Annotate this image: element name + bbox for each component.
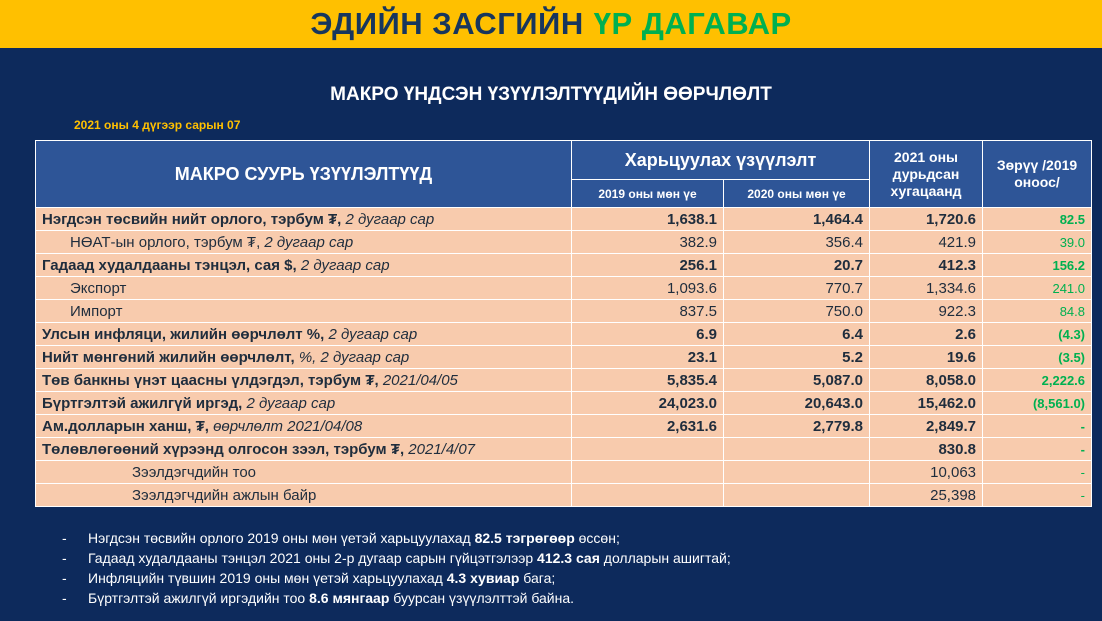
note-item: [62, 568, 731, 588]
value-2020: [724, 484, 870, 507]
value-2020: [724, 438, 870, 461]
value-change: -: [983, 484, 1092, 507]
row-label-cell: [36, 208, 572, 231]
value-change: 241.0: [983, 277, 1092, 300]
value-2021: 19.6: [870, 346, 983, 369]
row-note: 2 дугаар сар: [328, 325, 418, 343]
table-row: [36, 323, 1092, 346]
macro-indicators-table: [35, 140, 1092, 507]
row-label: Гадаад худалдааны тэнцэл, сая $,: [42, 256, 297, 274]
row-note: өөрчлөлт 2021/04/08: [213, 417, 363, 435]
row-label-cell: [36, 484, 572, 507]
table-row: [36, 461, 1092, 484]
value-2019: 5,835.4: [572, 369, 724, 392]
row-note: 2 дугаар сар: [264, 233, 354, 251]
value-2019: 256.1: [572, 254, 724, 277]
note-dash: -: [62, 570, 67, 586]
row-label-cell: [36, 392, 572, 415]
row-label: Төлөвлөгөөний хүрээнд олгосон зээл, тэрбум ₮,: [42, 440, 405, 458]
note-text: Гадаад худалдааны тэнцэл 2021 оны 2-р дугаар сарын гүйцэтгэлээр: [88, 550, 538, 566]
value-2019: 23.1: [572, 346, 724, 369]
header-2020: 2020 оны мөн үе: [724, 180, 870, 208]
value-2020: 6.4: [724, 323, 870, 346]
header-comparison: Харьцуулах үзүүлэлт: [572, 141, 870, 180]
header-indicators: МАКРО СУУРЬ ҮЗҮҮЛЭЛТҮҮД: [36, 141, 572, 208]
value-2021: 412.3: [870, 254, 983, 277]
header-2019: 2019 оны мөн үе: [572, 180, 724, 208]
report-date: 2021 оны 4 дүгээр сарын 07: [74, 118, 241, 132]
note-text-end: долларын ашигтай;: [599, 550, 731, 566]
banner-title-part1: ЭДИЙН ЗАСГИЙН: [310, 6, 584, 41]
note-highlight: 82.5 тэгрөгөөр: [474, 530, 575, 546]
note-highlight: 4.3 хувиар: [446, 570, 520, 586]
note-text: Инфляцийн түвшин 2019 оны мөн үетэй харьцуулахад: [88, 570, 447, 586]
note-text-end: өссөн;: [574, 530, 620, 546]
value-2020: 770.7: [724, 277, 870, 300]
value-2019: 1,638.1: [572, 208, 724, 231]
note-item: [62, 588, 731, 608]
row-label: Экспорт: [70, 279, 127, 297]
row-note: 2021/4/07: [408, 440, 476, 458]
row-label-cell: [36, 254, 572, 277]
row-label-cell: [36, 346, 572, 369]
row-label-cell: [36, 323, 572, 346]
value-2020: 5.2: [724, 346, 870, 369]
table-row: [36, 369, 1092, 392]
value-2019: 837.5: [572, 300, 724, 323]
value-2019: 1,093.6: [572, 277, 724, 300]
note-text: Нэгдсэн төсвийн орлого 2019 оны мөн үетэй харьцуулахад: [88, 530, 475, 546]
table-row: [36, 277, 1092, 300]
note-dash: -: [62, 550, 67, 566]
value-2021: 2.6: [870, 323, 983, 346]
value-2019: 6.9: [572, 323, 724, 346]
header-change: Зөрүү /2019 оноос/: [983, 141, 1092, 208]
row-label: Нэгдсэн төсвийн нийт орлого, тэрбум ₮,: [42, 210, 342, 228]
value-change: 84.8: [983, 300, 1092, 323]
banner-title-part2: ҮР ДАГАВАР: [593, 6, 792, 41]
table-row: [36, 254, 1092, 277]
table-row: [36, 484, 1092, 507]
value-change: -: [983, 415, 1092, 438]
value-2021: 10,063: [870, 461, 983, 484]
value-2021: 830.8: [870, 438, 983, 461]
summary-notes: [62, 528, 731, 608]
row-label: Улсын инфляци, жилийн өөрчлөлт %,: [42, 325, 325, 343]
row-note: 2021/04/05: [382, 371, 458, 389]
value-2020: 20.7: [724, 254, 870, 277]
row-note: %, 2 дугаар сар: [298, 348, 410, 366]
row-label: Зээлдэгчдийн тоо: [132, 463, 256, 481]
row-label-cell: [36, 438, 572, 461]
row-label-cell: [36, 415, 572, 438]
value-2021: 922.3: [870, 300, 983, 323]
value-change: 39.0: [983, 231, 1092, 254]
note-item: [62, 528, 731, 548]
value-change: -: [983, 461, 1092, 484]
note-dash: -: [62, 590, 67, 606]
value-2020: 356.4: [724, 231, 870, 254]
value-change: 156.2: [983, 254, 1092, 277]
row-note: 2 дугаар сар: [300, 256, 390, 274]
table-row: [36, 231, 1092, 254]
value-2019: [572, 484, 724, 507]
row-label-cell: [36, 369, 572, 392]
table-row: [36, 300, 1092, 323]
note-highlight: 412.3 сая: [537, 550, 600, 566]
value-change: (4.3): [983, 323, 1092, 346]
page-subtitle: МАКРО ҮНДСЭН ҮЗҮҮЛЭЛТҮҮДИЙН ӨӨРЧЛӨЛТ: [330, 84, 772, 105]
value-2020: 1,464.4: [724, 208, 870, 231]
value-change: 2,222.6: [983, 369, 1092, 392]
table-row: [36, 415, 1092, 438]
row-label-cell: [36, 277, 572, 300]
note-highlight: 8.6 мянгаар: [309, 590, 390, 606]
note-text: Бүртгэлтэй ажилгүй иргэдийн тоо: [88, 590, 310, 606]
row-label-cell: [36, 461, 572, 484]
row-label-cell: [36, 300, 572, 323]
note-text-end: бага;: [519, 570, 556, 586]
value-change: -: [983, 438, 1092, 461]
value-2019: 382.9: [572, 231, 724, 254]
row-label: Бүртгэлтэй ажилгүй иргэд,: [42, 394, 243, 412]
value-2019: [572, 438, 724, 461]
header-2021: 2021 оны дурьдсан хугацаанд: [870, 141, 983, 208]
row-note: 2 дугаар сар: [246, 394, 336, 412]
value-2019: 24,023.0: [572, 392, 724, 415]
title-banner: [0, 0, 1102, 48]
value-2020: [724, 461, 870, 484]
table-row: [36, 208, 1092, 231]
note-item: [62, 548, 731, 568]
value-2021: 1,334.6: [870, 277, 983, 300]
row-note: 2 дугаар сар: [345, 210, 435, 228]
value-change: (3.5): [983, 346, 1092, 369]
row-label: Зээлдэгчдийн ажлын байр: [132, 486, 317, 504]
value-2021: 1,720.6: [870, 208, 983, 231]
value-2021: 2,849.7: [870, 415, 983, 438]
value-2021: 421.9: [870, 231, 983, 254]
value-2021: 15,462.0: [870, 392, 983, 415]
value-2021: 25,398: [870, 484, 983, 507]
value-2020: 5,087.0: [724, 369, 870, 392]
note-dash: -: [62, 530, 67, 546]
row-label: Ам.долларын ханш, ₮,: [42, 417, 209, 435]
value-2021: 8,058.0: [870, 369, 983, 392]
row-label: Төв банкны үнэт цаасны үлдэгдэл, тэрбум ₮,: [42, 371, 379, 389]
row-label: НӨАТ-ын орлого, тэрбум ₮,: [70, 233, 261, 251]
note-text-end: буурсан үзүүлэлттэй байна.: [389, 590, 575, 606]
value-2020: 750.0: [724, 300, 870, 323]
value-change: 82.5: [983, 208, 1092, 231]
value-2020: 2,779.8: [724, 415, 870, 438]
value-2019: 2,631.6: [572, 415, 724, 438]
value-change: (8,561.0): [983, 392, 1092, 415]
row-label: Импорт: [70, 302, 123, 320]
table-row: [36, 438, 1092, 461]
table-row: [36, 392, 1092, 415]
row-label: Нийт мөнгөний жилийн өөрчлөлт,: [42, 348, 295, 366]
table-row: [36, 346, 1092, 369]
value-2019: [572, 461, 724, 484]
value-2020: 20,643.0: [724, 392, 870, 415]
row-label-cell: [36, 231, 572, 254]
